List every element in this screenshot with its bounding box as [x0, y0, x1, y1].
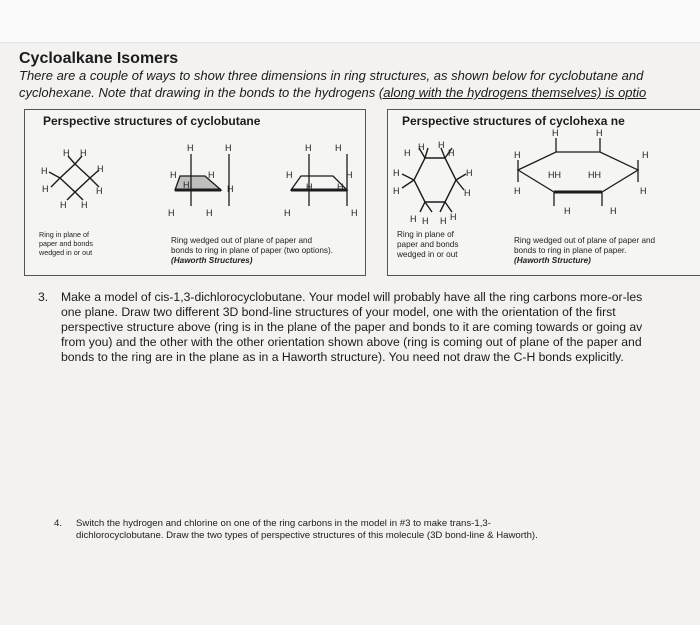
- question-line: dichlorocyclobutane. Draw the two types of perspective structures of this molecule (3D bond-line & Haworth).: [76, 530, 538, 541]
- cyclohexane-ring: [414, 158, 456, 202]
- h-label: H: [227, 184, 234, 194]
- h-label: H: [284, 208, 291, 218]
- h-label: H: [351, 208, 358, 218]
- question-line: perspective structure above (ring is in the plane of the paper and bonds to it are coming towards or going av: [61, 320, 643, 334]
- question-4: [54, 518, 538, 542]
- cyclohexane-haworth-structure: [518, 138, 638, 206]
- h-label: H: [564, 206, 571, 216]
- caption-line: paper and bonds: [39, 239, 93, 248]
- h-label: H: [208, 170, 215, 180]
- h-label: H: [42, 184, 49, 194]
- h-label: H: [183, 180, 190, 190]
- cyclobutane-ring: [60, 164, 90, 192]
- cyclobutane-heading: Perspective structures of cyclobutane: [43, 114, 261, 128]
- h-label: H: [422, 216, 429, 226]
- h-label: H: [206, 208, 213, 218]
- h-label: H: [464, 188, 471, 198]
- h-label: H: [97, 164, 104, 174]
- cyclobutane-panel: [24, 109, 366, 276]
- h-label: H: [466, 168, 473, 178]
- h-label: H: [225, 143, 232, 153]
- h-label: H: [410, 214, 417, 224]
- h-label: H: [393, 186, 400, 196]
- h-label: H: [404, 148, 411, 158]
- question-line: one plane. Draw two different 3D bond-line structures of your model, one with the orientation of the first: [61, 305, 616, 319]
- caption-line: bonds to ring in plane of paper (two options).: [171, 246, 334, 255]
- h-label: H: [306, 182, 313, 192]
- question-4-number: 4.: [54, 518, 63, 529]
- cyclohexane-inplane-structure: [402, 148, 466, 212]
- caption-line: Ring in plane of: [39, 230, 89, 239]
- h-label: H: [170, 170, 177, 180]
- cyclobutane-inplane-caption: [39, 230, 93, 257]
- h-pair-label: HH: [548, 170, 561, 180]
- question-3-text: [61, 290, 642, 365]
- question-3-number: 3.: [38, 290, 49, 304]
- cyclohexane-inplane-labels: [393, 140, 473, 226]
- h-label: H: [552, 128, 559, 138]
- cyclohexane-inplane-caption: [397, 230, 458, 260]
- h-label: H: [60, 200, 67, 210]
- h-label: H: [448, 148, 455, 158]
- h-label: H: [438, 140, 445, 150]
- question-line: Make a model of cis-1,3-dichlorocyclobutane. Your model will probably have all the ring carbons more-or-les: [61, 290, 643, 304]
- h-label: H: [187, 143, 194, 153]
- intro-line-2-underlined: (along with the hydrogens themselves) is optio: [378, 85, 647, 100]
- h-label: H: [596, 128, 603, 138]
- h-label: H: [168, 208, 175, 218]
- cyclobutane-inplane-structure: [49, 156, 99, 200]
- cyclobutane-inplane-labels: [41, 148, 104, 210]
- caption-emphasis: (Haworth Structure): [514, 256, 591, 265]
- h-label: H: [63, 148, 70, 158]
- question-3: [38, 290, 642, 365]
- h-label: H: [514, 150, 521, 160]
- question-line: from you) and the other with the other orientation shown above (ring is coming out of plane of the paper and: [61, 335, 642, 349]
- question-4-text: [76, 518, 538, 542]
- h-pair-label: HH: [588, 170, 601, 180]
- cyclobutane-haworth-caption: [171, 236, 333, 266]
- h-label: H: [393, 168, 400, 178]
- caption-line: paper and bonds: [397, 240, 459, 249]
- h-label: H: [305, 143, 312, 153]
- caption-line: Ring wedged out of plane of paper and: [171, 236, 313, 245]
- question-line: Switch the hydrogen and chlorine on one of the ring carbons in the model in #3 to make trans-1,3-: [76, 518, 491, 529]
- caption-line: wedged in or out: [39, 248, 93, 257]
- intro-text: [19, 67, 700, 101]
- h-label: H: [418, 142, 425, 152]
- intro-line-1: There are a couple of ways to show three dimensions in ring structures, as shown below for cyclobutane and: [19, 68, 644, 83]
- cyclohexane-haworth-caption: [514, 236, 655, 266]
- h-label: H: [337, 182, 344, 192]
- caption-line: Ring wedged out of plane of paper and: [514, 236, 656, 245]
- cyclohexane-haworth-labels: [514, 128, 649, 216]
- h-label: H: [440, 216, 447, 226]
- h-label: H: [81, 200, 88, 210]
- cyclohexane-panel: [387, 109, 700, 276]
- h-label: H: [514, 186, 521, 196]
- h-label: H: [41, 166, 48, 176]
- question-line: bonds to the ring are in the plane as in a Haworth structure). You need not draw the C-H bonds explicitly.: [61, 350, 624, 364]
- h-label: H: [96, 186, 103, 196]
- h-label: H: [286, 170, 293, 180]
- top-strip: [0, 0, 700, 43]
- caption-line: Ring in plane of: [397, 230, 454, 239]
- cyclohexane-heading: Perspective structures of cyclohexa ne: [402, 114, 625, 128]
- cyclobutane-haworth-2: [291, 154, 347, 206]
- intro-line-2-start: cyclohexane. Note that drawing in the bonds to the hydrogens: [19, 85, 379, 100]
- h-label: H: [610, 206, 617, 216]
- h-label: H: [450, 212, 457, 222]
- page-title: Cycloalkane Isomers: [19, 50, 179, 67]
- h-label: H: [640, 186, 647, 196]
- caption-emphasis: (Haworth Structures): [171, 256, 253, 265]
- h-label: H: [80, 148, 87, 158]
- h-label: H: [642, 150, 649, 160]
- caption-line: wedged in or out: [397, 250, 458, 259]
- h-label: H: [335, 143, 342, 153]
- caption-line: bonds to ring in plane of paper.: [514, 246, 627, 255]
- h-label: H: [346, 170, 353, 180]
- intro-line-2: [19, 84, 700, 101]
